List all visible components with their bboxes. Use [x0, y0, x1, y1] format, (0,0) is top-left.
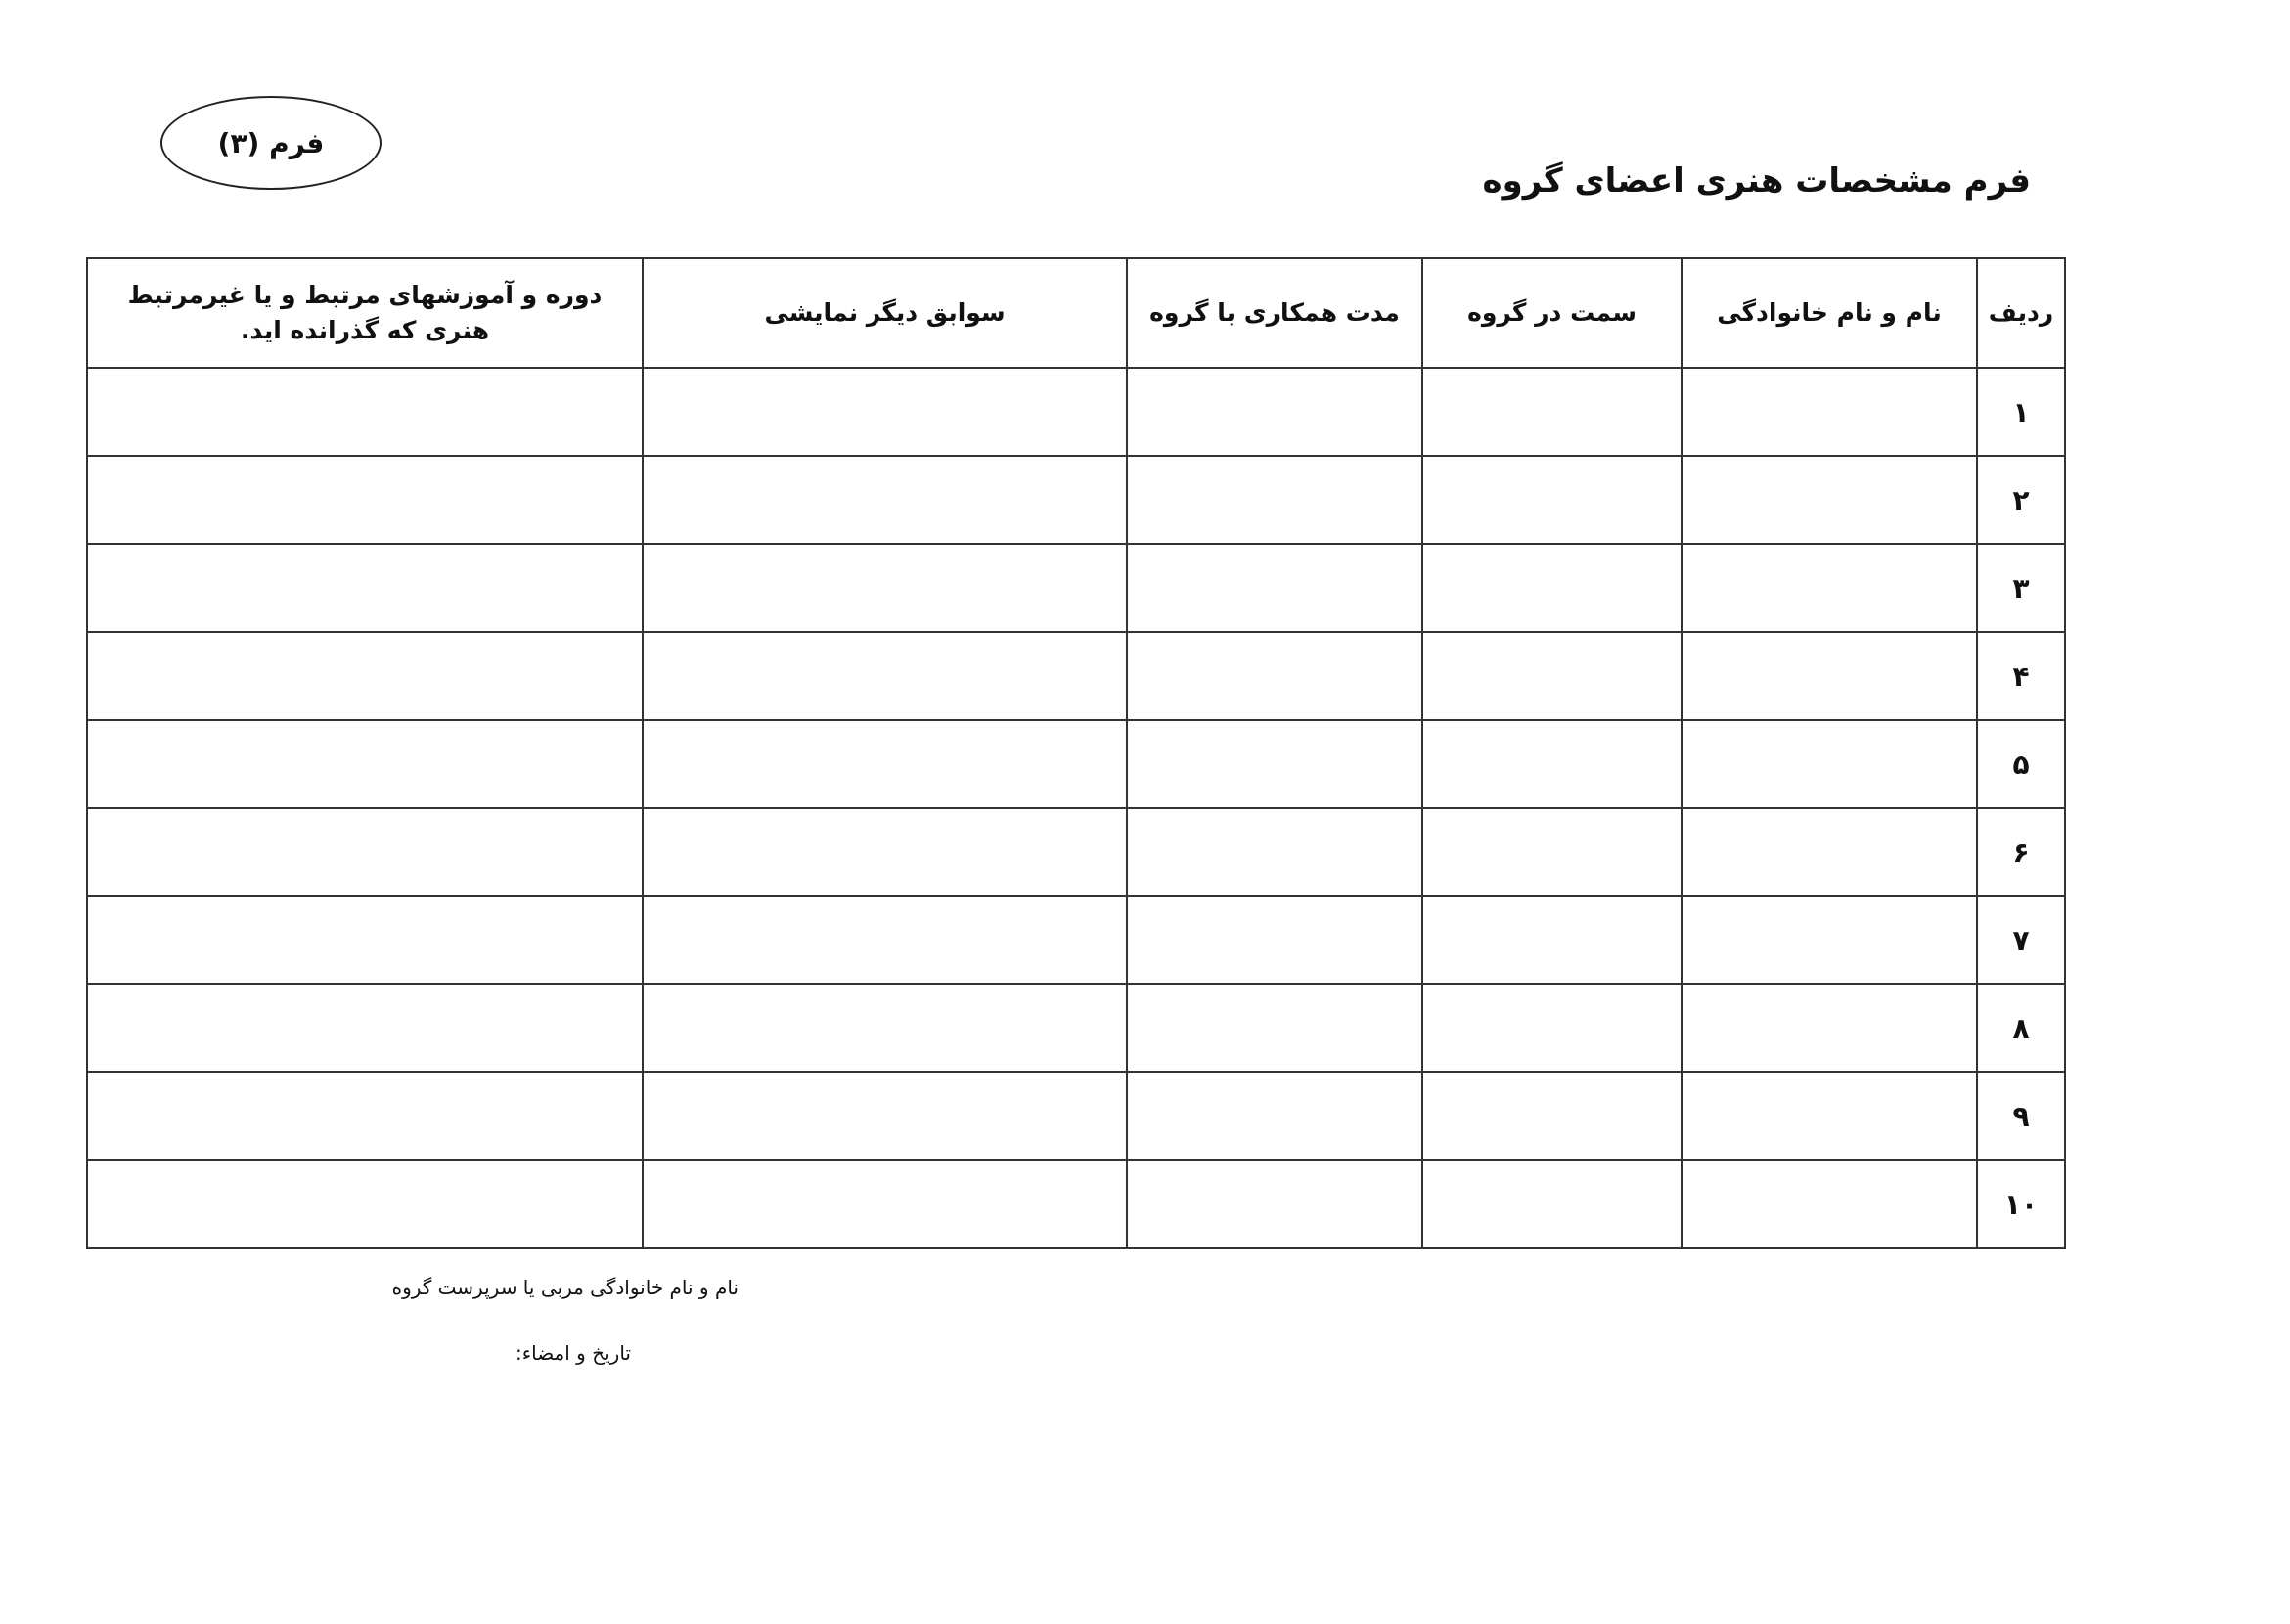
row-number: ۶	[1977, 808, 2065, 896]
records-cell[interactable]	[643, 984, 1127, 1072]
role-cell[interactable]	[1422, 1072, 1682, 1160]
role-cell[interactable]	[1422, 368, 1682, 456]
name-cell[interactable]	[1682, 1160, 1977, 1248]
table-row	[87, 808, 2065, 896]
name-cell[interactable]	[1682, 1072, 1977, 1160]
members-table	[86, 257, 2066, 1249]
records-cell[interactable]	[643, 632, 1127, 720]
courses-cell[interactable]	[87, 368, 643, 456]
role-cell[interactable]	[1422, 720, 1682, 808]
duration-cell[interactable]	[1127, 720, 1422, 808]
header-duration: مدت همکاری با گروه	[1127, 258, 1422, 368]
table-row	[87, 456, 2065, 544]
duration-cell[interactable]	[1127, 896, 1422, 984]
name-cell[interactable]	[1682, 984, 1977, 1072]
row-number: ۸	[1977, 984, 2065, 1072]
duration-cell[interactable]	[1127, 456, 1422, 544]
role-cell[interactable]	[1422, 808, 1682, 896]
duration-cell[interactable]	[1127, 1072, 1422, 1160]
records-cell[interactable]	[643, 896, 1127, 984]
header-courses: دوره و آموزشهای مرتبط و یا غیرمرتبط هنری که گذرانده اید.	[87, 258, 643, 368]
records-cell[interactable]	[643, 1160, 1127, 1248]
role-cell[interactable]	[1422, 632, 1682, 720]
courses-cell[interactable]	[87, 896, 643, 984]
records-cell[interactable]	[643, 1072, 1127, 1160]
header-row-number: ردیف	[1977, 258, 2065, 368]
supervisor-name-label: نام و نام خانوادگی مربی یا سرپرست گروه	[391, 1276, 739, 1299]
duration-cell[interactable]	[1127, 368, 1422, 456]
table-row	[87, 544, 2065, 632]
name-cell[interactable]	[1682, 544, 1977, 632]
row-number: ۳	[1977, 544, 2065, 632]
table-row	[87, 632, 2065, 720]
role-cell[interactable]	[1422, 544, 1682, 632]
table-row	[87, 984, 2065, 1072]
records-cell[interactable]	[643, 456, 1127, 544]
courses-cell[interactable]	[87, 720, 643, 808]
row-number: ۱۰	[1977, 1160, 2065, 1248]
table-row	[87, 1072, 2065, 1160]
name-cell[interactable]	[1682, 896, 1977, 984]
courses-cell[interactable]	[87, 808, 643, 896]
courses-cell[interactable]	[87, 456, 643, 544]
form-number-text: فرم (۳)	[217, 126, 325, 159]
duration-cell[interactable]	[1127, 808, 1422, 896]
name-cell[interactable]	[1682, 632, 1977, 720]
row-number: ۵	[1977, 720, 2065, 808]
table-row	[87, 896, 2065, 984]
courses-cell[interactable]	[87, 984, 643, 1072]
table-header-row	[87, 258, 2065, 368]
header-records: سوابق دیگر نمایشی	[643, 258, 1127, 368]
courses-cell[interactable]	[87, 1160, 643, 1248]
table-row	[87, 368, 2065, 456]
duration-cell[interactable]	[1127, 544, 1422, 632]
duration-cell[interactable]	[1127, 1160, 1422, 1248]
row-number: ۴	[1977, 632, 2065, 720]
courses-cell[interactable]	[87, 632, 643, 720]
name-cell[interactable]	[1682, 368, 1977, 456]
courses-cell[interactable]	[87, 1072, 643, 1160]
header-role: سمت در گروه	[1422, 258, 1682, 368]
records-cell[interactable]	[643, 720, 1127, 808]
table-row	[87, 1160, 2065, 1248]
role-cell[interactable]	[1422, 456, 1682, 544]
role-cell[interactable]	[1422, 1160, 1682, 1248]
role-cell[interactable]	[1422, 984, 1682, 1072]
table-row	[87, 720, 2065, 808]
table-body	[87, 368, 2065, 1248]
duration-cell[interactable]	[1127, 984, 1422, 1072]
name-cell[interactable]	[1682, 808, 1977, 896]
name-cell[interactable]	[1682, 720, 1977, 808]
records-cell[interactable]	[643, 808, 1127, 896]
name-cell[interactable]	[1682, 456, 1977, 544]
row-number: ۱	[1977, 368, 2065, 456]
role-cell[interactable]	[1422, 896, 1682, 984]
form-number-badge	[160, 96, 382, 190]
duration-cell[interactable]	[1127, 632, 1422, 720]
header-name: نام و نام خانوادگی	[1682, 258, 1977, 368]
row-number: ۲	[1977, 456, 2065, 544]
page-title: فرم مشخصات هنری اعضای گروه	[1482, 161, 2031, 201]
records-cell[interactable]	[643, 368, 1127, 456]
row-number: ۷	[1977, 896, 2065, 984]
row-number: ۹	[1977, 1072, 2065, 1160]
records-cell[interactable]	[643, 544, 1127, 632]
date-signature-label: تاریخ و امضاء:	[515, 1341, 631, 1365]
courses-cell[interactable]	[87, 544, 643, 632]
